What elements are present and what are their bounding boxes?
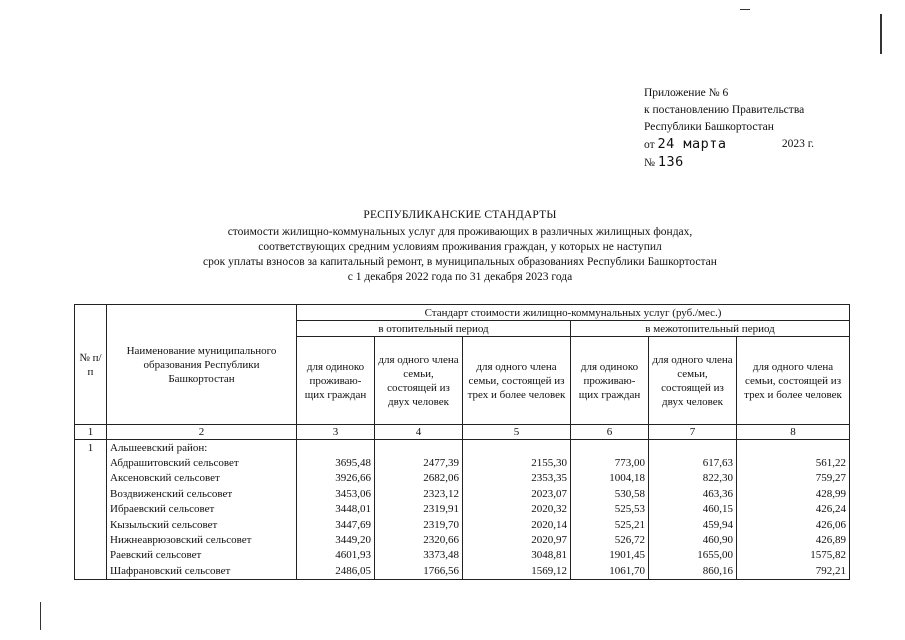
header-name: Наименование муниципального образования Республики Башкортостан	[107, 305, 297, 425]
column-number: 8	[737, 425, 850, 440]
district-number: 1	[75, 440, 107, 456]
cost-value: 1575,82	[737, 548, 850, 563]
cost-value: 3453,06	[297, 486, 375, 501]
settlement-name: Воздвиженский сельсовет	[107, 486, 297, 501]
cost-value: 2023,07	[463, 486, 571, 501]
cost-value: 2477,39	[375, 455, 463, 470]
scan-speck	[740, 9, 750, 10]
district-row	[75, 440, 850, 456]
title-line: срок уплаты взносов за капитальный ремонт, в муниципальных образованиях Республики Башкортостан	[203, 256, 717, 268]
cost-value: 460,90	[649, 532, 737, 547]
cost-value: 2319,70	[375, 517, 463, 532]
cost-value: 561,22	[737, 455, 850, 470]
cost-value: 460,15	[649, 502, 737, 517]
header-no: № п/п	[75, 305, 107, 425]
appendix-note	[644, 85, 824, 172]
header-two: для одного члена семьи, состоящей из двух человек	[375, 337, 463, 425]
header-group-main: Стандарт стоимости жилищно-коммунальных услуг (руб./мес.)	[297, 305, 850, 321]
cost-value: 2353,35	[463, 471, 571, 486]
settlement-name: Абдрашитовский сельсовет	[107, 455, 297, 470]
settlement-name: Кызыльский сельсовет	[107, 517, 297, 532]
header-three: для одного члена семьи, состоящей из трех и более человек	[463, 337, 571, 425]
settlement-name: Раевский сельсовет	[107, 548, 297, 563]
table-row	[75, 517, 850, 532]
column-number: 6	[571, 425, 649, 440]
appendix-line: Приложение № 6	[644, 87, 729, 99]
cost-value: 617,63	[649, 455, 737, 470]
cost-value: 860,16	[649, 563, 737, 579]
appendix-line: к постановлению Правительства	[644, 104, 805, 116]
date-year: 2023 г.	[781, 138, 814, 150]
cost-value: 2319,91	[375, 502, 463, 517]
document-title	[160, 208, 760, 285]
title-line: стоимости жилищно-коммунальных услуг для проживающих в различных жилищных фондах,	[227, 226, 693, 238]
table-row	[75, 502, 850, 517]
settlement-name: Ибраевский сельсовет	[107, 502, 297, 517]
header-heating: в отопительный период	[297, 321, 571, 337]
scan-speck	[880, 14, 882, 54]
title-line: с 1 декабря 2022 года по 31 декабря 2023 года	[347, 271, 573, 283]
column-number: 1	[75, 425, 107, 440]
cost-value: 2020,97	[463, 532, 571, 547]
column-number: 5	[463, 425, 571, 440]
cost-value: 3448,01	[297, 502, 375, 517]
column-number: 4	[375, 425, 463, 440]
cost-value: 773,00	[571, 455, 649, 470]
header-interheating: в межотопительный период	[571, 321, 850, 337]
cost-value: 428,99	[737, 486, 850, 501]
cost-value: 2020,14	[463, 517, 571, 532]
cost-value: 1766,56	[375, 563, 463, 579]
cost-value: 2155,30	[463, 455, 571, 470]
cost-value: 530,58	[571, 486, 649, 501]
appendix-line: Республики Башкортостан	[644, 121, 774, 133]
cost-value: 2323,12	[375, 486, 463, 501]
cost-value: 426,24	[737, 502, 850, 517]
column-number-row	[75, 425, 850, 440]
scan-speck	[40, 602, 41, 630]
table-row	[75, 455, 850, 470]
table-row	[75, 486, 850, 501]
cost-value: 792,21	[737, 563, 850, 579]
cost-value: 759,27	[737, 471, 850, 486]
column-number: 3	[297, 425, 375, 440]
cost-value: 459,94	[649, 517, 737, 532]
table-row	[75, 532, 850, 547]
settlement-name: Шафрановский сельсовет	[107, 563, 297, 579]
cost-value: 3449,20	[297, 532, 375, 547]
cost-value: 3695,48	[297, 455, 375, 470]
table-row	[75, 471, 850, 486]
cost-value: 1004,18	[571, 471, 649, 486]
cost-value: 525,53	[571, 502, 649, 517]
appendix-date-row	[644, 136, 824, 154]
appendix-number-row	[644, 154, 824, 172]
cost-value: 426,89	[737, 532, 850, 547]
settlement-name: Аксеновский сельсовет	[107, 471, 297, 486]
number-prefix: №	[644, 157, 655, 169]
cost-value: 525,21	[571, 517, 649, 532]
column-number: 2	[107, 425, 297, 440]
cost-value: 3447,69	[297, 517, 375, 532]
cost-value: 1655,00	[649, 548, 737, 563]
date-handwritten: 24 марта	[657, 136, 727, 152]
cost-value: 3926,66	[297, 471, 375, 486]
cost-value: 2682,06	[375, 471, 463, 486]
cost-value: 526,72	[571, 532, 649, 547]
cost-value: 426,06	[737, 517, 850, 532]
settlement-name: Нижнеаврюзовский сельсовет	[107, 532, 297, 547]
cost-value: 2486,05	[297, 563, 375, 579]
title-line: соответствующих средним условиям проживания граждан, у которых не наступил	[258, 241, 662, 253]
header-single: для одиноко проживаю-щих граждан	[571, 337, 649, 425]
cost-value: 1569,12	[463, 563, 571, 579]
header-single: для одиноко проживаю-щих граждан	[297, 337, 375, 425]
cost-value: 463,36	[649, 486, 737, 501]
cost-value: 3048,81	[463, 548, 571, 563]
title-main: РЕСПУБЛИКАНСКИЕ СТАНДАРТЫ	[363, 209, 557, 221]
district-name: Альшеевский район:	[107, 440, 297, 456]
cost-value: 1901,45	[571, 548, 649, 563]
header-three: для одного члена семьи, состоящей из трех и более человек	[737, 337, 850, 425]
cost-value: 2020,32	[463, 502, 571, 517]
cost-value: 822,30	[649, 471, 737, 486]
cost-value: 1061,70	[571, 563, 649, 579]
cost-value: 4601,93	[297, 548, 375, 563]
column-number: 7	[649, 425, 737, 440]
cost-value: 3373,48	[375, 548, 463, 563]
header-two: для одного члена семьи, состоящей из двух человек	[649, 337, 737, 425]
table-row	[75, 548, 850, 563]
date-prefix: от	[644, 139, 655, 151]
cost-value: 2320,66	[375, 532, 463, 547]
number-handwritten: 136	[657, 154, 684, 170]
table-row	[75, 563, 850, 579]
standards-table	[74, 304, 850, 580]
